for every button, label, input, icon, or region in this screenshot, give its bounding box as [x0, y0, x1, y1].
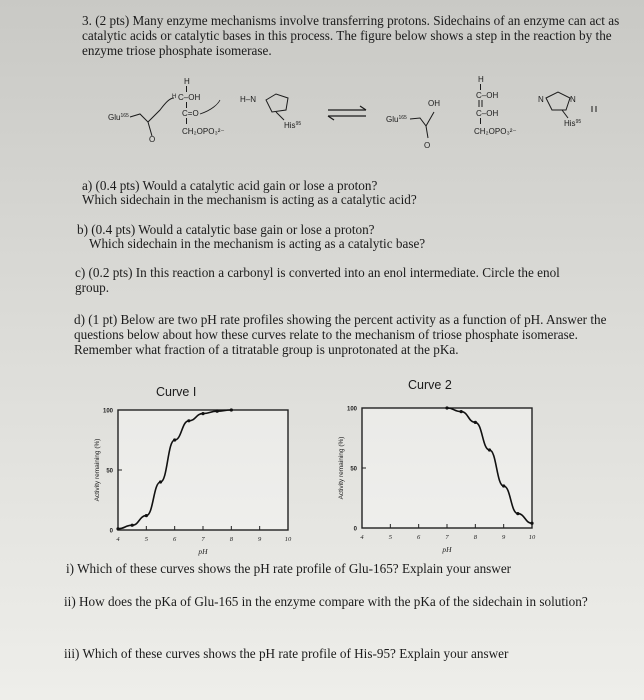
glu-right-bonds — [410, 112, 434, 138]
data-point — [488, 448, 491, 451]
y-tick-label: 50 — [350, 466, 357, 473]
curve2-chart — [332, 398, 542, 556]
x-tick-label: 10 — [284, 536, 292, 543]
glu-right-o: O — [424, 141, 431, 150]
y-tick-label: 0 — [353, 526, 357, 533]
data-point — [173, 438, 176, 441]
y-tick-label: 0 — [109, 528, 113, 535]
ch2opo3-right: CH₂OPO₃²⁻ — [474, 127, 517, 136]
c-oh-right-1: C–OH — [476, 91, 499, 100]
plot-frame — [118, 410, 288, 530]
glu-right-label: Glu$^{165}$ — [386, 115, 407, 124]
x-axis-label: pH — [442, 545, 452, 554]
glu-left-o: O — [149, 135, 156, 144]
plot-frame — [362, 408, 532, 528]
data-point — [131, 524, 134, 527]
x-tick-label: 7 — [445, 534, 449, 541]
data-point — [460, 410, 463, 413]
c-oh-left: C–OH — [178, 93, 201, 102]
x-tick-label: 7 — [201, 536, 205, 543]
reaction-figure — [108, 76, 628, 156]
question-iii: iii) Which of these curves shows the pH rate profile of His-95? Explain your answer — [64, 646, 509, 661]
h-small: H — [172, 94, 177, 100]
c-oh-right-2: C–OH — [476, 109, 499, 118]
n-right-2: N — [570, 95, 576, 104]
part-c: c) (0.2 pts) In this reaction a carbonyl is converted into an enol intermediate. Circle the enol group. — [75, 265, 560, 295]
equilibrium-arrows — [328, 106, 366, 120]
his-right-ring — [546, 92, 570, 110]
c-eq-o: C=O — [182, 109, 199, 118]
his-left-label: His$^{95}$ — [284, 121, 302, 130]
curve1-chart — [88, 400, 298, 558]
data-point — [116, 527, 119, 530]
data-point — [474, 421, 477, 424]
x-tick-label: 8 — [473, 534, 477, 541]
x-tick-label: 9 — [502, 534, 506, 541]
part-b-line2: Which sidechain in the mechanism is acting as a catalytic base? — [89, 236, 426, 251]
y-tick-label: 100 — [346, 406, 357, 413]
question-intro: 3. (2 pts) Many enzyme mechanisms involve transferring protons. Sidechains of an enzyme can act as catalytic acids or catalytic bases in this process. The figure below shows a step in the reaction by the enzyme triose phosphate isomerase. — [82, 13, 620, 58]
part-d: d) (1 pt) Below are two pH rate profiles showing the percent activity as a function of pH. Answer the questions below about how these curves relate to the mechanism of triose phosphate isomerase. Remember what fraction of a titratable group is unprotonated at the pKa. — [74, 312, 607, 357]
data-point — [516, 512, 519, 515]
data-point — [159, 480, 162, 483]
data-point — [445, 406, 448, 409]
data-point — [216, 410, 219, 413]
x-tick-label: 4 — [116, 536, 120, 543]
x-tick-label: 6 — [173, 536, 177, 543]
question-ii: ii) How does the pKa of Glu-165 in the enzyme compare with the pKa of the sidechain in solution? — [64, 594, 588, 609]
x-tick-label: 4 — [360, 534, 364, 541]
y-tick-label: 100 — [102, 408, 113, 415]
data-point — [145, 514, 148, 517]
data-point — [530, 522, 533, 525]
y-axis-label: Activity remaining (%) — [94, 438, 101, 502]
x-tick-label: 5 — [388, 534, 392, 541]
glu-left-label: Glu$^{165}$ — [108, 113, 129, 122]
data-point — [201, 412, 204, 415]
h-n-left: H–N — [240, 95, 257, 104]
glu-left-bonds — [130, 98, 174, 136]
x-axis-label: pH — [198, 547, 208, 556]
x-tick-label: 9 — [258, 536, 262, 543]
data-point — [502, 484, 505, 487]
h-top-right: H — [478, 76, 484, 84]
x-tick-label: 5 — [144, 536, 148, 543]
oh-glu: OH — [428, 99, 440, 108]
his-left-ring — [266, 94, 288, 112]
curve1-title: Curve I — [156, 385, 197, 399]
y-tick-label: 50 — [106, 468, 113, 475]
his-right-label: His$^{95}$ — [564, 119, 582, 128]
n-right: N — [538, 95, 544, 104]
x-tick-label: 8 — [229, 536, 233, 543]
data-point — [187, 419, 190, 422]
x-tick-label: 10 — [528, 534, 536, 541]
h-top-left: H — [184, 77, 190, 86]
data-point — [230, 408, 233, 411]
question-i: i) Which of these curves shows the pH rate profile of Glu-165? Explain your answer — [66, 561, 512, 576]
part-a-line2: Which sidechain in the mechanism is acting as a catalytic acid? — [82, 192, 417, 207]
part-b-line1: b) (0.4 pts) Would a catalytic base gain or lose a proton? — [77, 222, 375, 237]
part-a-line1: a) (0.4 pts) Would a catalytic acid gain or lose a proton? — [82, 178, 378, 193]
y-axis-label: Activity remaining (%) — [338, 436, 345, 500]
curve2-title: Curve 2 — [408, 378, 452, 392]
ch2opo3-left: CH₂OPO₃²⁻ — [182, 127, 225, 136]
x-tick-label: 6 — [417, 534, 421, 541]
